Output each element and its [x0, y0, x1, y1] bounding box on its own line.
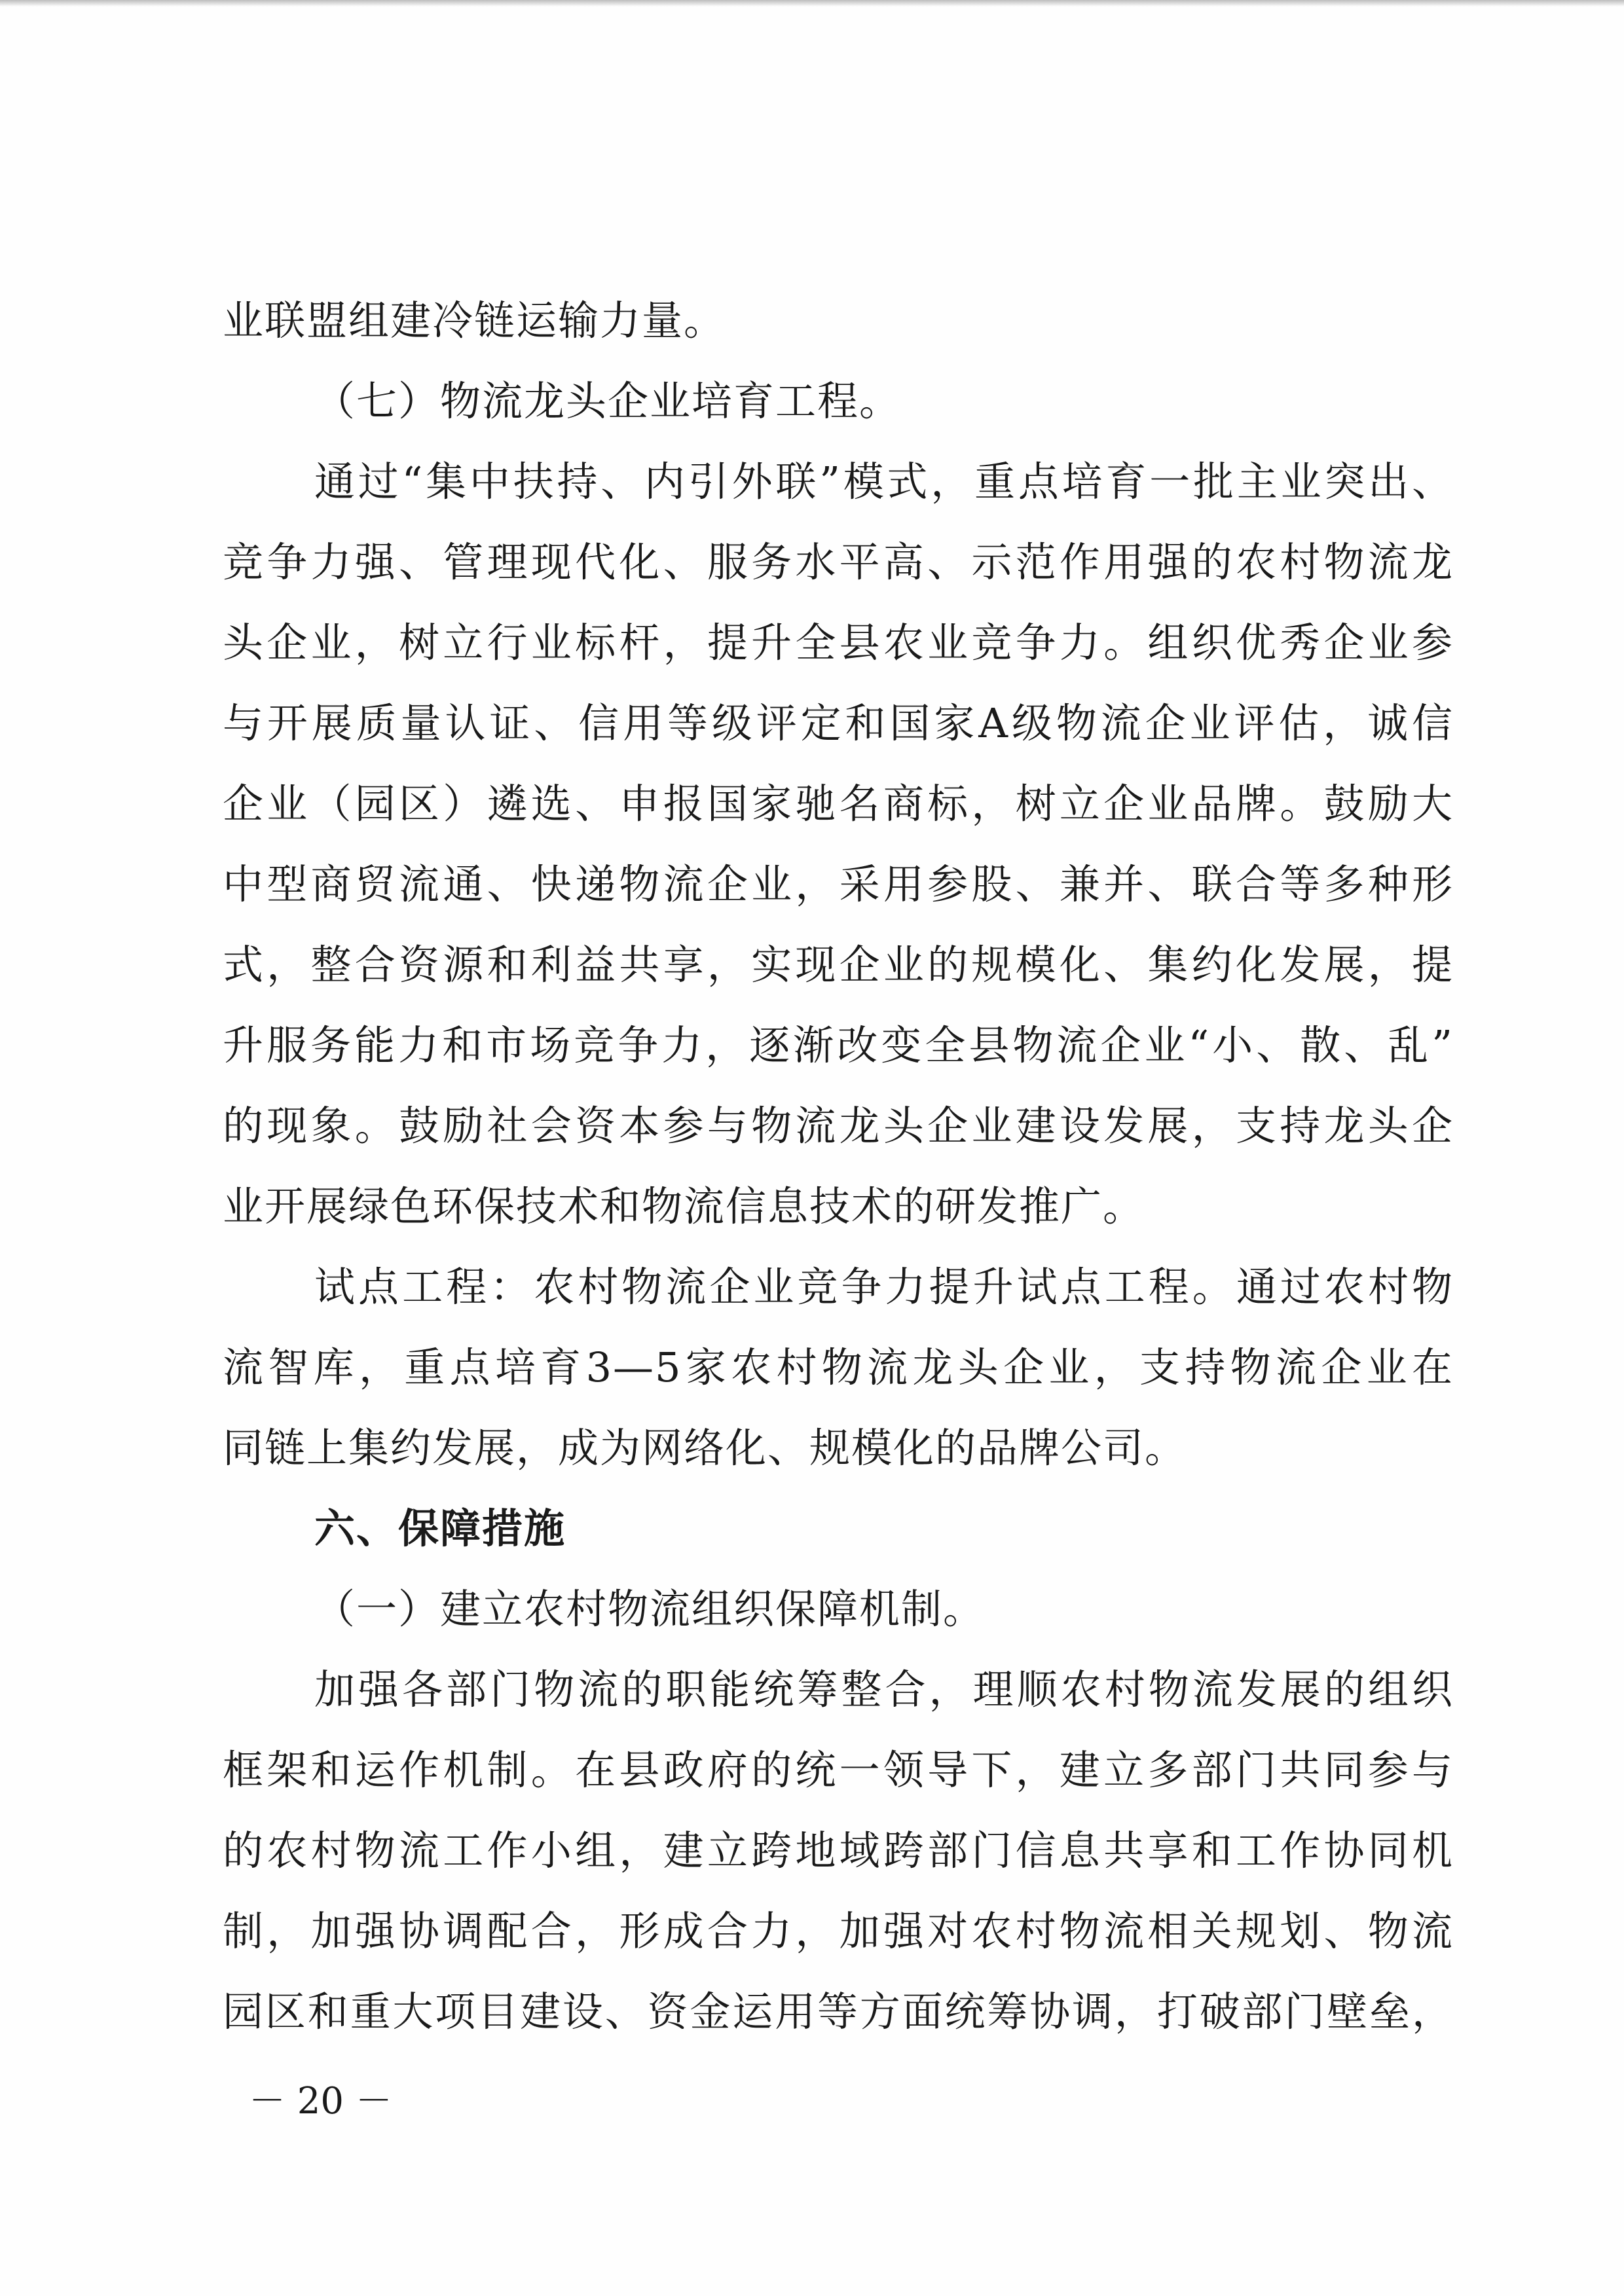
text-line-7: 企业（园区）遴选、申报国家驰名商标，树立企业品牌。鼓励大 [223, 780, 1454, 828]
text-line-22: 园区和重大项目建设、资金运用等方面统筹协调，打破部门壁垒， [223, 1988, 1454, 2035]
text-line-11: 的现象。鼓励社会资本参与物流龙头企业建设发展，支持龙头企 [223, 1102, 1454, 1150]
text-line-12: 业开展绿色环保技术和物流信息技术的研发推广。 [223, 1182, 1145, 1230]
text-line-4: 竞争力强、管理现代化、服务水平高、示范作用强的农村物流龙 [223, 538, 1454, 586]
text-line-15: 同链上集约发展，成为网络化、规模化的品牌公司。 [223, 1424, 1187, 1472]
text-line-6: 与开展质量认证、信用等级评定和国家A级物流企业评估，诚信 [223, 699, 1454, 747]
text-line-8: 中型商贸流通、快递物流企业，采用参股、兼并、联合等多种形 [223, 860, 1454, 908]
scan-edge [0, 0, 1624, 7]
page-number: － 20 － [249, 2080, 392, 2123]
text-line-18: 加强各部门物流的职能统筹整合，理顺农村物流发展的组织 [314, 1666, 1454, 1713]
text-line-14: 流智库，重点培育3—5家农村物流龙头企业，支持物流企业在 [223, 1343, 1454, 1391]
text-line-10: 升服务能力和市场竞争力，逐渐改变全县物流企业“小、散、乱” [223, 1021, 1454, 1069]
text-line-1: 业联盟组建冷链运输力量。 [223, 297, 726, 344]
section-title-7: （七）物流龙头企业培育工程。 [314, 377, 902, 425]
text-line-5: 头企业，树立行业标杆，提升全县农业竞争力。组织优秀企业参 [223, 619, 1454, 666]
text-line-20: 的农村物流工作小组，建立跨地域跨部门信息共享和工作协同机 [223, 1827, 1454, 1874]
text-line-13: 试点工程：农村物流企业竞争力提升试点工程。通过农村物 [314, 1263, 1454, 1311]
chapter-heading-6: 六、保障措施 [314, 1504, 566, 1552]
section-title-1: （一）建立农村物流组织保障机制。 [314, 1585, 986, 1633]
text-line-19: 框架和运作机制。在县政府的统一领导下，建立多部门共同参与 [223, 1746, 1454, 1794]
text-line-9: 式，整合资源和利益共享，实现企业的规模化、集约化发展，提 [223, 941, 1454, 989]
text-line-21: 制，加强协调配合，形成合力，加强对农村物流相关规划、物流 [223, 1907, 1454, 1955]
text-line-3: 通过“集中扶持、内引外联”模式，重点培育一批主业突出、 [314, 458, 1454, 505]
